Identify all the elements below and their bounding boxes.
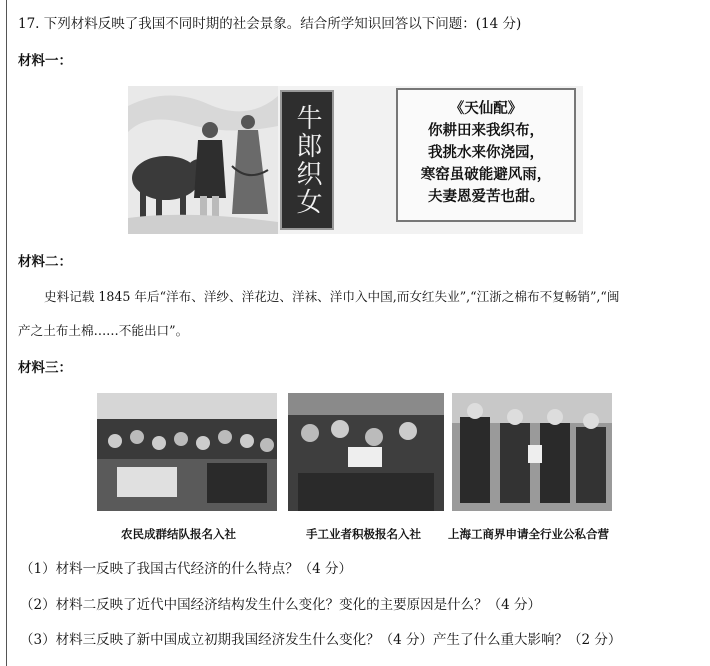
material2-text-line1: 史料记载 1845 年后“洋布、洋纱、洋花边、洋袜、洋巾入中国,而女红失业”,“江浙之棉布不复畅销”,“闽 <box>44 289 620 304</box>
page-margin-rule <box>6 0 7 666</box>
photo-farmers-joining-cooperative <box>97 393 277 511</box>
vertical-title: 牛郎织女 <box>292 104 322 216</box>
poem-line: 你耕田来我织布， <box>428 123 544 139</box>
question-heading: 17. 下列材料反映了我国不同时期的社会景象。结合所学知识回答以下问题：(14 分) <box>18 16 522 32</box>
photo-shanghai-public-private-partnership <box>452 393 612 511</box>
poem-line: 夫妻恩爱苦也甜。 <box>428 189 544 205</box>
material1-image <box>128 86 583 234</box>
material3-label: 材料三： <box>18 360 72 376</box>
photo-artisans-joining-cooperative <box>288 393 444 511</box>
question-2: （2）材料二反映了近代中国经济结构发生什么变化？变化的主要原因是什么？（4 分） <box>20 597 541 613</box>
photo-caption: 上海工商界申请全行业公私合营 <box>448 527 609 541</box>
material1-label: 材料一： <box>18 53 72 69</box>
material2-text-line2: 产之土布土棉……不能出口”。 <box>18 323 189 338</box>
poem-title: 《天仙配》 <box>449 101 523 117</box>
material2-label: 材料二： <box>18 254 72 270</box>
poem-line: 寒窑虽破能避风雨， <box>420 167 552 183</box>
poem-line: 我挑水来你浇园， <box>428 145 544 161</box>
question-1: （1）材料一反映了我国古代经济的什么特点？（4 分） <box>20 561 352 577</box>
cowherd-weaver-illustration <box>128 86 278 234</box>
poem-card <box>396 88 576 222</box>
question-3: （3）材料三反映了新中国成立初期我国经济发生什么变化？（4 分）产生了什么重大影响？（2 分） <box>20 632 622 648</box>
photo-caption: 手工业者积极报名入社 <box>306 527 421 541</box>
photo-caption: 农民成群结队报名入社 <box>121 527 236 541</box>
vertical-title-panel <box>280 90 334 230</box>
